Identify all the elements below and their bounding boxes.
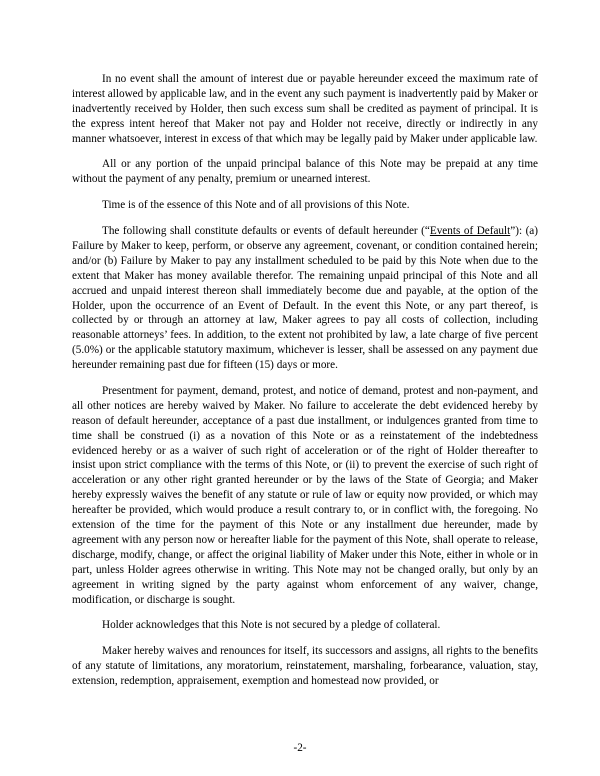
paragraph (72, 224, 538, 373)
paragraph (72, 157, 538, 187)
text-run: Holder acknowledges that this Note is not secured by a pledge of collateral. (102, 619, 441, 632)
text-run: The following shall constitute defaults or events of default hereunder (“ (102, 225, 430, 238)
paragraph (72, 198, 538, 213)
text-run: Time is of the essence of this Note and of all provisions of this Note. (102, 199, 410, 212)
paragraph (72, 384, 538, 607)
document-body (72, 72, 538, 689)
text-run: Presentment for payment, demand, protest, and notice of demand, protest and non-payment, and all other notices are hereby waived by Maker. No failure to accelerate the debt evidenced hereby by reason of default hereunder, acceptance of a past due installment, or indulgences granted from time to time shall be construed (i) as a novation of this Note or as a reinstatement of the indebtedness evidenced hereby or as a waiver of such right of acceleration or of the right of Holder thereafter to insist upon strict compliance with the terms of this Note, or (ii) to prevent the exercise of such right of acceleration or any other right granted hereunder or by the laws of the State of Georgia; and Maker hereby expressly waives the benefit of any statute or rule of law or equity now provided, or which may hereafter be provided, which would produce a result contrary to, or in conflict with, the foregoing. No extension of the time for the payment of this Note or any installment due hereunder, made by agreement with any person now or hereafter liable for the payment of this Note, shall operate to release, discharge, modify, change, or affect the original liability of Maker under this Note, either in whole or in part, unless Holder agrees otherwise in writing. This Note may not be changed orally, but only by an agreement in writing signed by the party against whom enforcement of any waiver, change, modification, or discharge is sought. (72, 385, 538, 606)
paragraph (72, 618, 538, 633)
defined-term: Events of Default (429, 225, 511, 238)
paragraph (72, 644, 538, 689)
text-run: ”): (a) Failure by Maker to keep, perform, or observe any agreement, covenant, or condition contained herein; and/or (b) Failure by Maker to pay any installment scheduled to be paid by this Note when due to the extent that Maker has money available therefor. The remaining unpaid principal of this Note and all accrued and unpaid interest thereon shall immediately become due and payable, at the option of the Holder, upon the occurrence of an Event of Default. In the event this Note, or any part thereof, is collected by or through an attorney at law, Maker agrees to pay all costs of collection, including reasonable attorneys’ fees. In addition, to the extent not prohibited by law, a late charge of five percent (5.0%) or the applicable statutory maximum, whichever is lesser, shall be assessed on any payment due hereunder remaining past due for fifteen (15) days or more. (72, 225, 538, 372)
text-run: Maker hereby waives and renounces for itself, its successors and assigns, all rights to the benefits of any statute of limitations, any moratorium, reinstatement, marshaling, forbearance, valuation, stay, extension, redemption, appraisement, exemption and homestead now provided, or (72, 645, 538, 688)
text-run: In no event shall the amount of interest due or payable hereunder exceed the maximum rate of interest allowed by applicable law, and in the event any such payment is inadvertently paid by Maker or inadvertently received by Holder, then such excess sum shall be credited as payment of principal. It is the express intent hereof that Maker not pay and Holder not receive, directly or indirectly in any manner whatsoever, interest in excess of that which may be legally paid by Maker under applicable law. (72, 73, 538, 145)
page-number: -2- (293, 742, 307, 754)
text-run: All or any portion of the unpaid principal balance of this Note may be prepaid at any time without the payment of any penalty, premium or unearned interest. (72, 158, 538, 186)
paragraph (72, 72, 538, 146)
